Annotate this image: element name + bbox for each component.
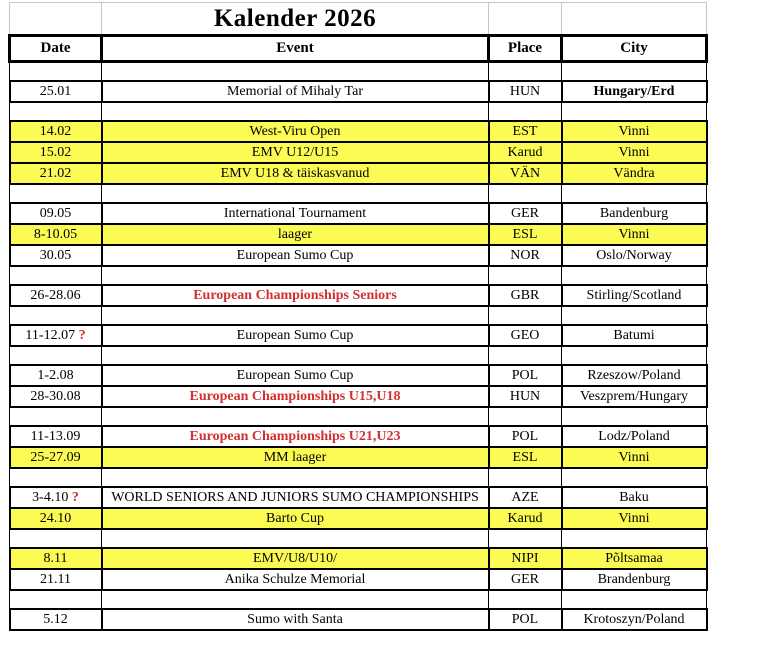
date-cell — [10, 590, 102, 609]
date-cell: 21.02 — [10, 163, 102, 184]
column-header-event: Event — [102, 36, 489, 62]
place-cell: POL — [489, 609, 562, 630]
spacer-cell — [10, 3, 102, 36]
place-cell — [489, 306, 562, 325]
event-row — [10, 569, 707, 590]
event-cell — [102, 266, 489, 285]
date-cell: 15.02 — [10, 142, 102, 163]
question-mark: ? — [68, 489, 79, 505]
event-row — [10, 325, 707, 346]
event-cell: Sumo with Santa — [102, 609, 489, 630]
event-cell — [102, 468, 489, 487]
city-cell — [562, 529, 707, 548]
date-cell — [10, 468, 102, 487]
city-cell: Vinni — [562, 508, 707, 529]
date-cell: 3-4.10 ? — [10, 487, 102, 508]
place-cell — [489, 184, 562, 203]
city-cell: Põltsamaa — [562, 548, 707, 569]
spacer-row — [10, 62, 707, 82]
event-cell: EMV/U8/U10/ — [102, 548, 489, 569]
city-cell — [562, 306, 707, 325]
title-row — [10, 3, 707, 36]
event-cell: European Championships U15,U18 — [102, 386, 489, 407]
city-cell: Vändra — [562, 163, 707, 184]
place-cell — [489, 407, 562, 426]
event-row — [10, 224, 707, 245]
place-cell — [489, 529, 562, 548]
city-cell — [562, 346, 707, 365]
calendar-table — [8, 2, 708, 631]
event-cell: European Championships U21,U23 — [102, 426, 489, 447]
city-cell — [562, 184, 707, 203]
event-row — [10, 487, 707, 508]
date-cell — [10, 266, 102, 285]
spacer-row — [10, 407, 707, 426]
place-cell: NOR — [489, 245, 562, 266]
city-cell: Baku — [562, 487, 707, 508]
city-cell: Vinni — [562, 224, 707, 245]
date-cell — [10, 529, 102, 548]
event-row — [10, 203, 707, 224]
event-cell: EMV U18 & täiskasvanud — [102, 163, 489, 184]
date-cell: 11-12.07 ? — [10, 325, 102, 346]
event-row — [10, 548, 707, 569]
date-cell: 8.11 — [10, 548, 102, 569]
spacer-row — [10, 266, 707, 285]
city-cell: Lodz/Poland — [562, 426, 707, 447]
place-cell: ESL — [489, 224, 562, 245]
city-cell: Oslo/Norway — [562, 245, 707, 266]
event-cell: Barto Cup — [102, 508, 489, 529]
city-cell: Stirling/Scotland — [562, 285, 707, 306]
city-cell — [562, 62, 707, 82]
event-row — [10, 142, 707, 163]
event-cell: EMV U12/U15 — [102, 142, 489, 163]
date-cell: 25-27.09 — [10, 447, 102, 468]
event-row — [10, 508, 707, 529]
place-cell: GBR — [489, 285, 562, 306]
spacer-row — [10, 529, 707, 548]
city-cell: Krotoszyn/Poland — [562, 609, 707, 630]
spacer-row — [10, 184, 707, 203]
place-cell: AZE — [489, 487, 562, 508]
place-cell: GER — [489, 203, 562, 224]
date-cell: 30.05 — [10, 245, 102, 266]
event-cell: European Sumo Cup — [102, 325, 489, 346]
question-mark: ? — [75, 327, 86, 343]
event-row — [10, 426, 707, 447]
column-header-city: City — [562, 36, 707, 62]
city-cell: Veszprem/Hungary — [562, 386, 707, 407]
event-cell — [102, 590, 489, 609]
city-cell: Vinni — [562, 447, 707, 468]
place-cell: EST — [489, 121, 562, 142]
place-cell: HUN — [489, 81, 562, 102]
date-cell: 5.12 — [10, 609, 102, 630]
place-cell — [489, 266, 562, 285]
date-cell: 11-13.09 — [10, 426, 102, 447]
date-cell: 25.01 — [10, 81, 102, 102]
header-row — [10, 36, 707, 62]
event-cell — [102, 184, 489, 203]
date-cell: 1-2.08 — [10, 365, 102, 386]
spacer-row — [10, 590, 707, 609]
event-cell: West-Viru Open — [102, 121, 489, 142]
city-cell — [562, 102, 707, 121]
place-cell: GER — [489, 569, 562, 590]
place-cell: POL — [489, 426, 562, 447]
date-cell: 24.10 — [10, 508, 102, 529]
event-cell: European Sumo Cup — [102, 245, 489, 266]
place-cell: POL — [489, 365, 562, 386]
calendar-rows — [10, 62, 707, 631]
place-cell: VÄN — [489, 163, 562, 184]
event-row — [10, 245, 707, 266]
place-cell — [489, 590, 562, 609]
event-cell — [102, 407, 489, 426]
spacer-row — [10, 102, 707, 121]
city-cell: Batumi — [562, 325, 707, 346]
date-cell: 14.02 — [10, 121, 102, 142]
date-cell: 09.05 — [10, 203, 102, 224]
event-row — [10, 609, 707, 630]
place-cell: HUN — [489, 386, 562, 407]
place-cell — [489, 62, 562, 82]
city-cell — [562, 407, 707, 426]
city-cell — [562, 468, 707, 487]
spacer-row — [10, 468, 707, 487]
city-cell: Vinni — [562, 142, 707, 163]
event-cell: European Championships Seniors — [102, 285, 489, 306]
page-title: Kalender 2026 — [102, 3, 489, 36]
date-cell — [10, 346, 102, 365]
event-cell: European Sumo Cup — [102, 365, 489, 386]
date-cell: 8-10.05 — [10, 224, 102, 245]
place-cell — [489, 102, 562, 121]
city-cell — [562, 266, 707, 285]
event-row — [10, 163, 707, 184]
calendar-sheet — [8, 2, 708, 631]
event-row — [10, 386, 707, 407]
date-cell: 21.11 — [10, 569, 102, 590]
place-cell — [489, 346, 562, 365]
city-cell: Vinni — [562, 121, 707, 142]
date-cell — [10, 62, 102, 82]
event-row — [10, 81, 707, 102]
event-row — [10, 365, 707, 386]
place-cell: Karud — [489, 142, 562, 163]
date-cell: 28-30.08 — [10, 386, 102, 407]
spacer-row — [10, 306, 707, 325]
event-cell: laager — [102, 224, 489, 245]
spacer-cell — [562, 3, 707, 36]
place-cell — [489, 468, 562, 487]
column-header-date: Date — [10, 36, 102, 62]
event-cell: Anika Schulze Memorial — [102, 569, 489, 590]
date-cell — [10, 184, 102, 203]
spacer-cell — [489, 3, 562, 36]
city-cell: Hungary/Erd — [562, 81, 707, 102]
place-cell: Karud — [489, 508, 562, 529]
place-cell: NIPI — [489, 548, 562, 569]
event-row — [10, 285, 707, 306]
event-cell: International Tournament — [102, 203, 489, 224]
event-row — [10, 447, 707, 468]
event-row — [10, 121, 707, 142]
date-cell: 26-28.06 — [10, 285, 102, 306]
event-cell — [102, 62, 489, 82]
event-cell — [102, 102, 489, 121]
city-cell: Brandenburg — [562, 569, 707, 590]
event-cell — [102, 529, 489, 548]
event-cell: WORLD SENIORS AND JUNIORS SUMO CHAMPIONSHIPS — [102, 487, 489, 508]
event-cell: MM laager — [102, 447, 489, 468]
city-cell: Rzeszow/Poland — [562, 365, 707, 386]
date-cell — [10, 306, 102, 325]
event-cell — [102, 306, 489, 325]
city-cell: Bandenburg — [562, 203, 707, 224]
place-cell: GEO — [489, 325, 562, 346]
event-cell: Memorial of Mihaly Tar — [102, 81, 489, 102]
place-cell: ESL — [489, 447, 562, 468]
date-cell — [10, 407, 102, 426]
date-cell — [10, 102, 102, 121]
column-header-place: Place — [489, 36, 562, 62]
city-cell — [562, 590, 707, 609]
event-cell — [102, 346, 489, 365]
spacer-row — [10, 346, 707, 365]
